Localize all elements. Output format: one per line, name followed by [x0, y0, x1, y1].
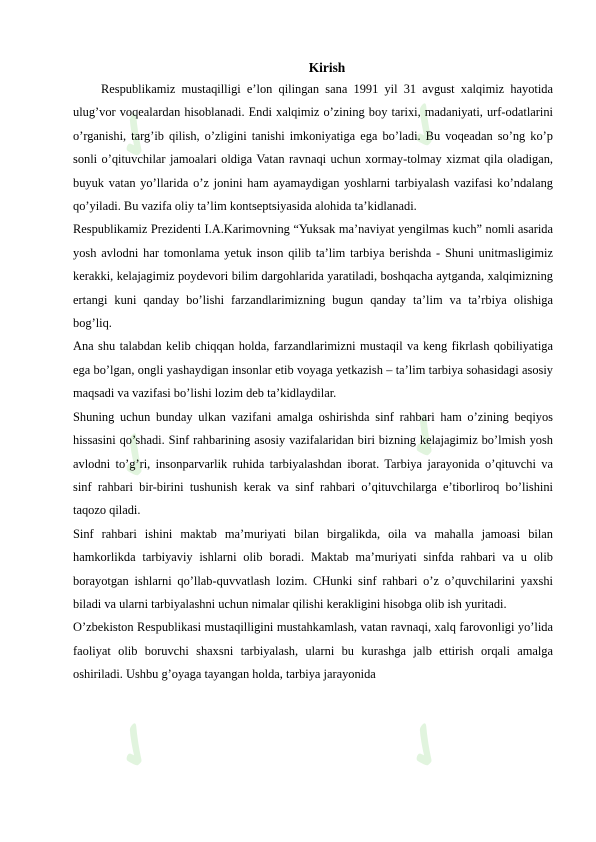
svg-text:✓: ✓ [386, 396, 467, 477]
svg-text:✓: ✓ [96, 706, 177, 787]
paragraph-2: Respublikamiz Prezidenti I.A.Karimovning “Yuksak ma’naviyat yengilmas kuch” nomli asarida yosh avlodni har tomonlama yetuk inson qilib ta’lim tarbiya berishda - Shuni unitmasligimiz kerakki, kelajagimiz poydevori bilim dargohlarida yaratiladi, boshqacha aytganda, xalqimizning ertangi kuni qanday bo’lishi farzandlarimizning bugun qanday ta’lim va ta’rbiya olishiga bog’liq. [73, 222, 553, 331]
paragraph-4: Shuning uchun bunday ulkan vazifani amalga oshirishda sinf rahbari ham o’zining beqiyos hissasini qo’shadi. Sinf rahbarining asosiy vazifalaridan biri bizning kelajagimiz bo’lmish yosh avlodni to’g’ri, insonparvarlik ruhida tarbiyalashdan iborat. Tarbiya jarayonida o’qituvchi va sinf rahbari bir-birini tushunish kerak va sinf rahbari o’qituvchilarga e’tiborliroq bo’lishini taqozo qiladi. [73, 409, 553, 518]
page-title: Kirish [308, 60, 346, 75]
paragraph-3: Ana shu talabdan kelib chiqqan holda, farzandlarimizni mustaqil va keng fikrlash qobiliyatiga ega bo’lgan, ongli yashaydigan insonlar etib voyaga yetkazish – ta’lim tarbiya sohasidagi asosiy maqsadi va vazifasi bo’lishi lozim deb ta’kidlaydilar. [73, 339, 553, 401]
paragraph-1: Respublikamiz mustaqilligi e’lon qilingan sana 1991 yil 31 avgust xalqimiz hayotida ulug’vor voqealardan hisoblanadi. Endi xalqimiz o’zining boy tarixi, madaniyati, urf-odatlarini o’rganishi, targ’ib qilish, o’zligini tanishi imkoniyatiga ega bo’ladi. Bu voqeadan so’ng ko’p sonli o’qituvchilar jamoalari oldiga Vatan ravnaqi uchun xormay-tolmay xizmat qila oladigan, buyuk vatan yo’llarida o’z jonini ham ayamaydigan yoshlarni tarbiyalash vazifasi ko’ndalang qo’yiladi. Bu vazifa oliy ta’lim kontseptsiyasida alohida ta’kidlanadi. [73, 82, 553, 214]
svg-text:✓: ✓ [96, 96, 177, 177]
svg-text:✓: ✓ [386, 86, 467, 167]
paragraph-5: Sinf rahbari ishini maktab ma’muriyati bilan birgalikda, oila va mahalla jamoasi bilan hamkorlikda tarbiyaviy ishlarni olib boradi. Maktab ma’muriyati sinfda rahbari va u olib borayotgan ishlarni qo’llab-quvvatlash lozim. CHunki sinf rahbari o’z o’quvchilarini yaxshi biladi va ularni tarbiyalashni uchun nimalar qilishi kerakligini hisobga olib ish yuritadi. [73, 526, 553, 611]
svg-text:✓: ✓ [386, 706, 467, 787]
document-body [73, 58, 553, 687]
paragraph-6: O’zbekiston Respublikasi mustaqilligini mustahkamlash, vatan ravnaqi, xalq farovonligi yo’lida faoliyat olib boruvchi shaxsni tarbiyalash, ularni bu kurashga jalb ettirish orqali amalga oshiriladi. Ushbu g’oyaga tayangan holda, tarbiya jarayonida [73, 620, 553, 682]
svg-text:✓: ✓ [96, 416, 177, 497]
